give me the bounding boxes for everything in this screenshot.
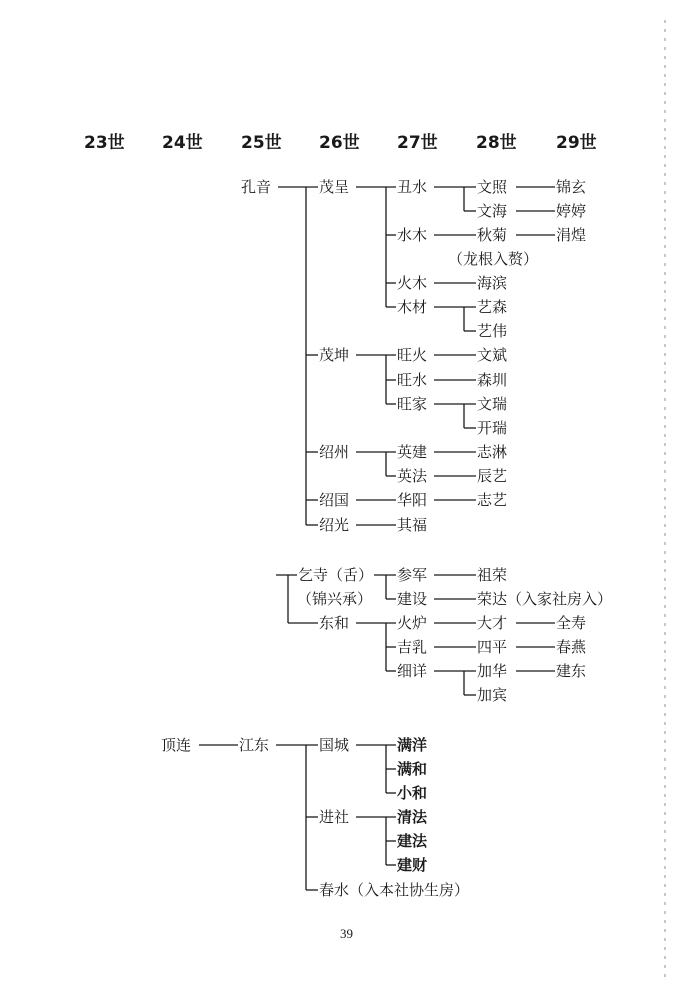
person-node: 秋菊: [477, 226, 508, 244]
person-node: 水木: [397, 226, 428, 244]
person-node: 满和: [397, 760, 428, 778]
person-node: 四平: [477, 638, 508, 656]
person-node: 小和: [397, 784, 428, 802]
person-node: 涓煌: [556, 226, 587, 244]
person-node: 建东: [556, 662, 587, 680]
person-node: 英法: [397, 467, 428, 485]
person-node: 加宾: [477, 686, 508, 704]
person-node: 丑水: [397, 178, 428, 196]
person-node: 火木: [397, 274, 428, 292]
person-node: 文照: [477, 178, 508, 196]
person-node: 大才: [477, 614, 508, 632]
annotation-note: （龙根入赘）: [448, 250, 539, 268]
person-node: 国城: [319, 736, 350, 754]
person-node: 锦玄: [556, 178, 587, 196]
person-node: 荣达（入家社房入）: [477, 590, 613, 608]
person-node: 婷婷: [556, 202, 587, 220]
page-number: 39: [340, 926, 353, 941]
person-node: 进社: [319, 808, 350, 826]
person-node: 茂坤: [319, 346, 350, 364]
person-node: 文瑞: [477, 395, 508, 413]
generation-25-label: 25世: [241, 133, 282, 153]
person-node: 文海: [477, 202, 508, 220]
person-node: 旺水: [397, 371, 428, 389]
person-node: 绍州: [319, 443, 350, 461]
person-node: 文斌: [477, 346, 508, 364]
person-node: 其福: [397, 516, 428, 534]
person-node: 英建: [397, 443, 428, 461]
person-node: 全寿: [556, 614, 587, 632]
person-node: 江东: [239, 736, 270, 754]
person-node: 乞寺（舌）: [298, 566, 374, 584]
person-node: 旺火: [397, 346, 428, 364]
person-node: 清法: [397, 808, 428, 826]
generation-26-label: 26世: [319, 133, 360, 153]
person-node: 建设: [397, 590, 428, 608]
person-node: 顶连: [161, 736, 192, 754]
person-node: 旺家: [397, 395, 428, 413]
generation-29-label: 29世: [556, 133, 597, 153]
person-node: 火炉: [397, 614, 428, 632]
person-node: 茂呈: [319, 178, 350, 196]
person-node: 海滨: [477, 274, 508, 292]
person-node: 华阳: [397, 491, 428, 509]
person-node: 木材: [397, 298, 428, 316]
person-node: 加华: [477, 662, 508, 680]
person-node: 吉乳: [397, 638, 428, 656]
person-node: 志淋: [477, 443, 508, 461]
person-node: 参军: [397, 566, 428, 584]
person-node: 艺伟: [477, 322, 508, 340]
person-node: 细详: [397, 662, 428, 680]
person-node: 志艺: [477, 491, 508, 509]
person-node: 祖荣: [477, 566, 508, 584]
person-node: 建财: [397, 856, 428, 874]
person-node: 开瑞: [477, 419, 508, 437]
person-node: 春水（入本社协生房）: [319, 881, 470, 899]
person-node: 绍国: [319, 491, 350, 509]
person-node: 辰艺: [477, 467, 508, 485]
person-node: 春燕: [556, 638, 587, 656]
generation-27-label: 27世: [397, 133, 438, 153]
person-node: 绍光: [319, 516, 350, 534]
person-node: 孔音: [241, 178, 272, 196]
person-node: 森圳: [477, 371, 508, 389]
person-node: 艺森: [477, 298, 508, 316]
generation-24-label: 24世: [162, 133, 203, 153]
annotation-note: （锦兴承）: [297, 590, 373, 608]
person-node: 建法: [397, 832, 428, 850]
person-node: 满洋: [397, 736, 428, 754]
person-node: 东和: [319, 614, 350, 632]
generation-28-label: 28世: [476, 133, 517, 153]
generation-23-label: 23世: [84, 133, 125, 153]
